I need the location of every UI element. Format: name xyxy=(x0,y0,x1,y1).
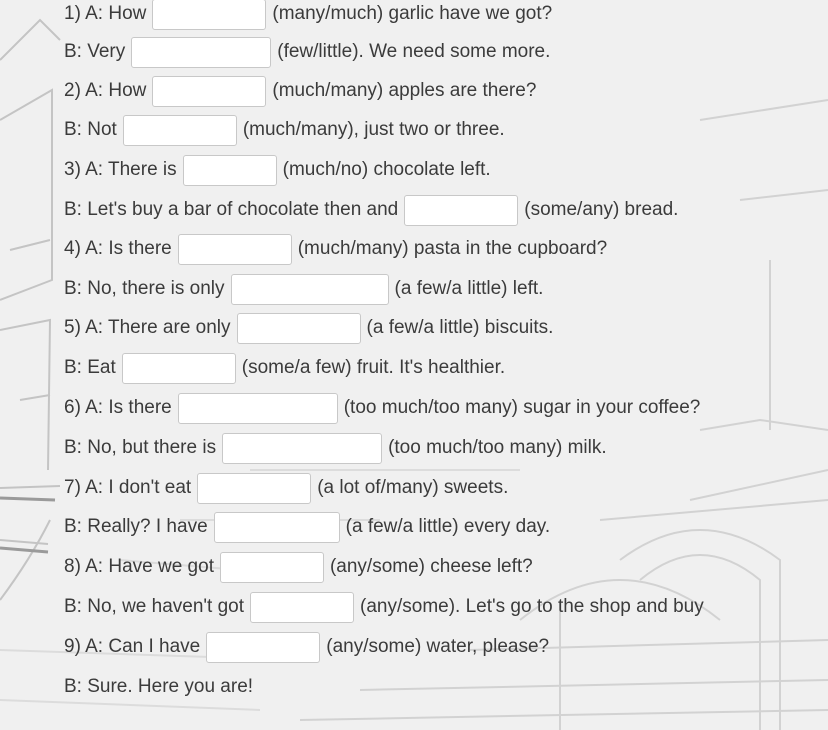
exercise-line-18 xyxy=(64,668,253,706)
line-12-hint: (too much/too many) milk. xyxy=(388,437,607,458)
line-7-prompt: 4) A: Is there xyxy=(64,238,172,259)
exercise-line-8 xyxy=(64,270,543,308)
exercise-line-7 xyxy=(64,230,607,268)
exercise-line-3 xyxy=(64,72,536,110)
exercise-line-16 xyxy=(64,588,704,626)
line-7-hint: (much/many) pasta in the cupboard? xyxy=(297,238,608,259)
line-1-prompt: 1) A: How xyxy=(64,3,147,24)
line-14-prompt: B: Really? I have xyxy=(64,516,208,537)
exercise-line-9 xyxy=(64,309,553,347)
line-16-hint: (any/some). Let's go to the shop and buy xyxy=(360,596,704,617)
answer-field-17[interactable] xyxy=(206,632,320,663)
line-6-hint: (some/any) bread. xyxy=(524,199,679,220)
answer-field-10[interactable] xyxy=(122,353,236,384)
line-15-prompt: 8) A: Have we got xyxy=(64,556,214,577)
exercise-line-17 xyxy=(64,628,549,666)
answer-field-7[interactable] xyxy=(178,234,292,265)
line-18-text: B: Sure. Here you are! xyxy=(64,676,254,697)
answer-field-4[interactable] xyxy=(123,115,237,146)
line-3-hint: (much/many) apples are there? xyxy=(272,80,537,101)
exercise-line-13 xyxy=(64,469,508,507)
line-10-hint: (some/a few) fruit. It's healthier. xyxy=(241,357,506,378)
exercise-line-4 xyxy=(64,111,505,149)
line-16-prompt: B: No, we haven't got xyxy=(64,596,245,617)
answer-field-11[interactable] xyxy=(178,393,338,424)
exercise-line-2 xyxy=(64,33,550,71)
line-17-prompt: 9) A: Can I have xyxy=(64,636,201,657)
line-8-hint: (a few/a little) left. xyxy=(394,278,544,299)
line-4-hint: (much/many), just two or three. xyxy=(242,119,505,140)
line-15-hint: (any/some) cheese left? xyxy=(329,556,533,577)
line-10-prompt: B: Eat xyxy=(64,357,116,378)
line-2-hint: (few/little). We need some more. xyxy=(277,41,551,62)
line-3-prompt: 2) A: How xyxy=(64,80,147,101)
answer-field-13[interactable] xyxy=(197,473,311,504)
exercise-line-6 xyxy=(64,191,678,229)
answer-field-15[interactable] xyxy=(220,552,324,583)
exercise-line-1 xyxy=(64,0,552,33)
line-9-prompt: 5) A: There are only xyxy=(64,317,231,338)
line-6-prompt: B: Let's buy a bar of chocolate then and xyxy=(64,199,399,220)
line-17-hint: (any/some) water, please? xyxy=(326,636,550,657)
answer-field-14[interactable] xyxy=(214,512,340,543)
exercise-line-14 xyxy=(64,508,550,546)
exercise-line-10 xyxy=(64,349,505,387)
answer-field-6[interactable] xyxy=(404,195,518,226)
line-8-prompt: B: No, there is only xyxy=(64,278,225,299)
answer-field-3[interactable] xyxy=(152,76,266,107)
line-14-hint: (a few/a little) every day. xyxy=(345,516,551,537)
line-2-prompt: B: Very xyxy=(64,41,126,62)
answer-field-1[interactable] xyxy=(152,0,266,30)
answer-field-16[interactable] xyxy=(250,592,354,623)
line-5-prompt: 3) A: There is xyxy=(64,159,177,180)
exercise-line-12 xyxy=(64,429,607,467)
answer-field-9[interactable] xyxy=(237,313,361,344)
exercise-line-11 xyxy=(64,389,700,427)
line-12-prompt: B: No, but there is xyxy=(64,437,217,458)
answer-field-2[interactable] xyxy=(131,37,271,68)
exercise-line-15 xyxy=(64,548,533,586)
line-11-prompt: 6) A: Is there xyxy=(64,397,172,418)
line-13-hint: (a lot of/many) sweets. xyxy=(317,477,509,498)
line-4-prompt: B: Not xyxy=(64,119,117,140)
answer-field-8[interactable] xyxy=(231,274,389,305)
line-1-hint: (many/much) garlic have we got? xyxy=(272,3,553,24)
answer-field-5[interactable] xyxy=(183,155,277,186)
line-5-hint: (much/no) chocolate left. xyxy=(282,159,491,180)
line-11-hint: (too much/too many) sugar in your coffee? xyxy=(343,397,701,418)
exercise-line-5 xyxy=(64,151,491,189)
line-13-prompt: 7) A: I don't eat xyxy=(64,477,192,498)
answer-field-12[interactable] xyxy=(222,433,382,464)
line-9-hint: (a few/a little) biscuits. xyxy=(366,317,554,338)
